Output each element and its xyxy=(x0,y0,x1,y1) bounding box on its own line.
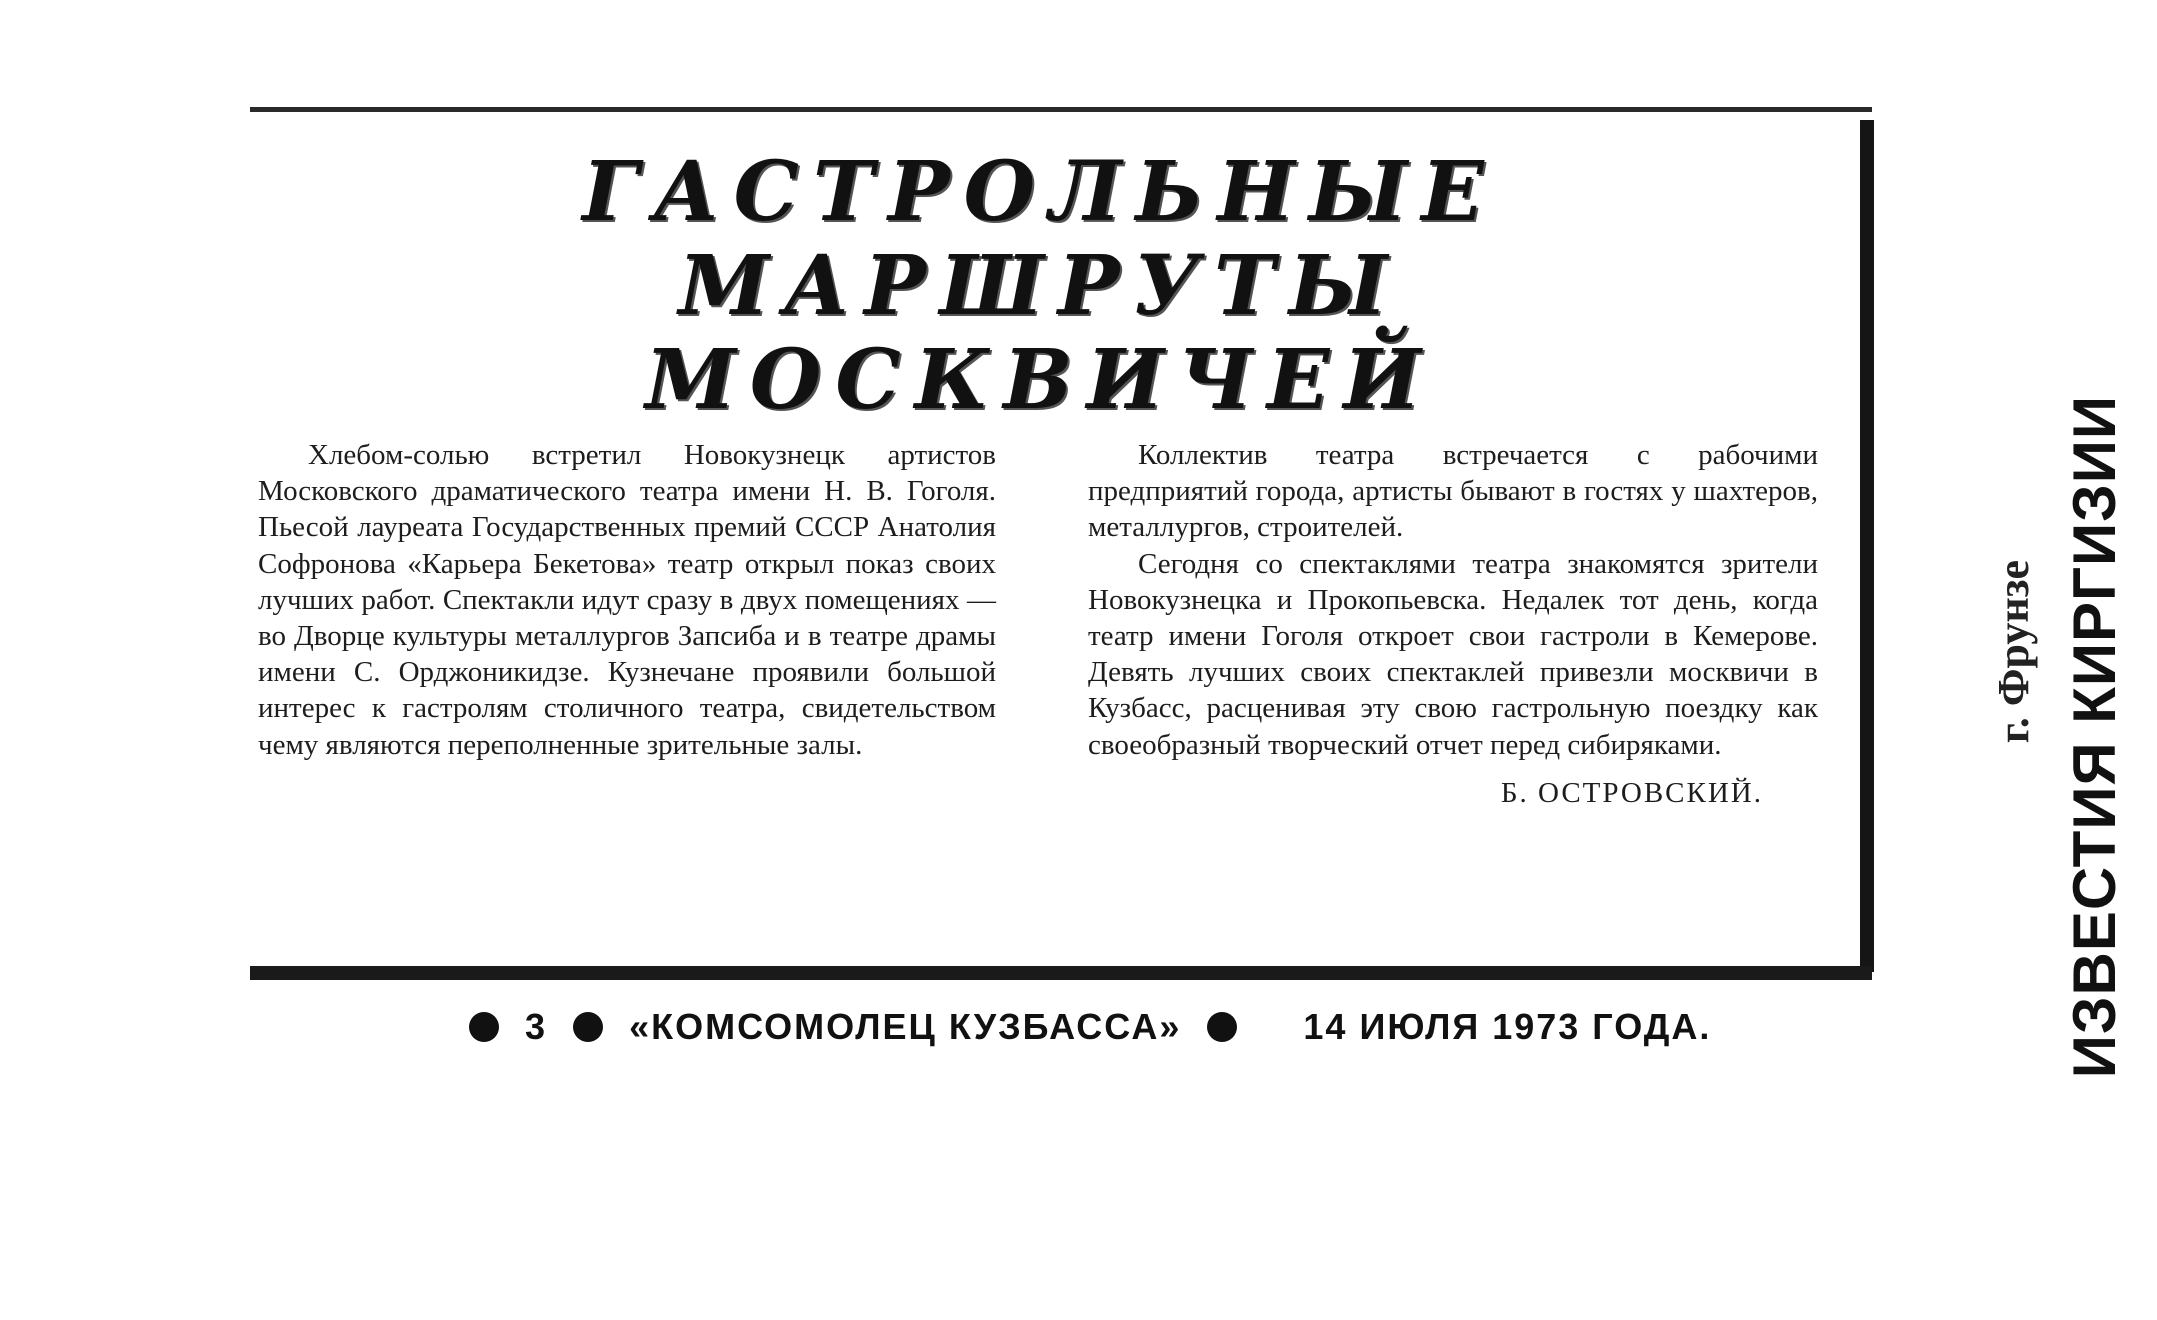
bottom-rule xyxy=(250,966,1872,980)
issue-date: 14 ИЮЛЯ 1973 ГОДА. xyxy=(1303,1006,1712,1048)
headline-line-3: МОСКВИЧЕЙ xyxy=(645,332,1435,428)
headline-line-1: ГАСТРОЛЬНЫЕ xyxy=(582,144,1498,240)
bullet-icon xyxy=(1207,1012,1237,1042)
newspaper-name: «КОМСОМОЛЕЦ КУЗБАССА» xyxy=(629,1006,1182,1048)
article-paragraph: Коллектив театра встречается с рабочими предприятий города, артисты бывают в гостях у шахтеров, металлургов, строителей. xyxy=(1088,439,1818,544)
article-paragraph: Сегодня со спектаклями театра знакомятся зрители Новокузнецка и Прокопьевска. Недалек тот день, когда театр имени Гоголя откроет свои гастроли в Кемерове. Девять лучших своих спектаклей привезли москвичи в Кузбасс, расценивая эту свою гастрольную поездку как своеобразный творческий отчет перед сибиряками. xyxy=(1088,547,1818,761)
footer-line xyxy=(455,1004,1885,1048)
side-newspaper-title: ИЗВЕСТИЯ КИРГИЗИИ xyxy=(2061,395,2128,1079)
top-rule xyxy=(250,107,1872,112)
bullet-icon xyxy=(469,1012,499,1042)
headline xyxy=(300,145,1780,427)
headline-line-2: МАРШРУТЫ xyxy=(678,238,1402,334)
author-signature: Б. ОСТРОВСКИЙ. xyxy=(1500,776,1763,809)
bullet-icon xyxy=(573,1012,603,1042)
article-right-column xyxy=(1088,437,1818,811)
article-left-column xyxy=(258,437,996,763)
side-city: г. Фрунзе xyxy=(1989,560,2038,744)
page-number: 3 xyxy=(525,1006,548,1048)
article-paragraph: Хлебом-солью встретил Новокузнецк артистов Московского драматического театра имени Н. В. Гоголя. Пьесой лауреата Государственных премий СССР Анатолия Софронова «Карьера Бекетова» театр открыл показ своих лучших работ. Спектакли идут сразу в двух помещениях — во Дворце культуры металлургов Запсиба и в театре драмы имени С. Орджоникидзе. Кузнечане проявили большой интерес к гастролям столичного театра, свидетельством чему являются переполненные зрительные залы. xyxy=(258,439,996,761)
right-rule xyxy=(1860,120,1874,972)
